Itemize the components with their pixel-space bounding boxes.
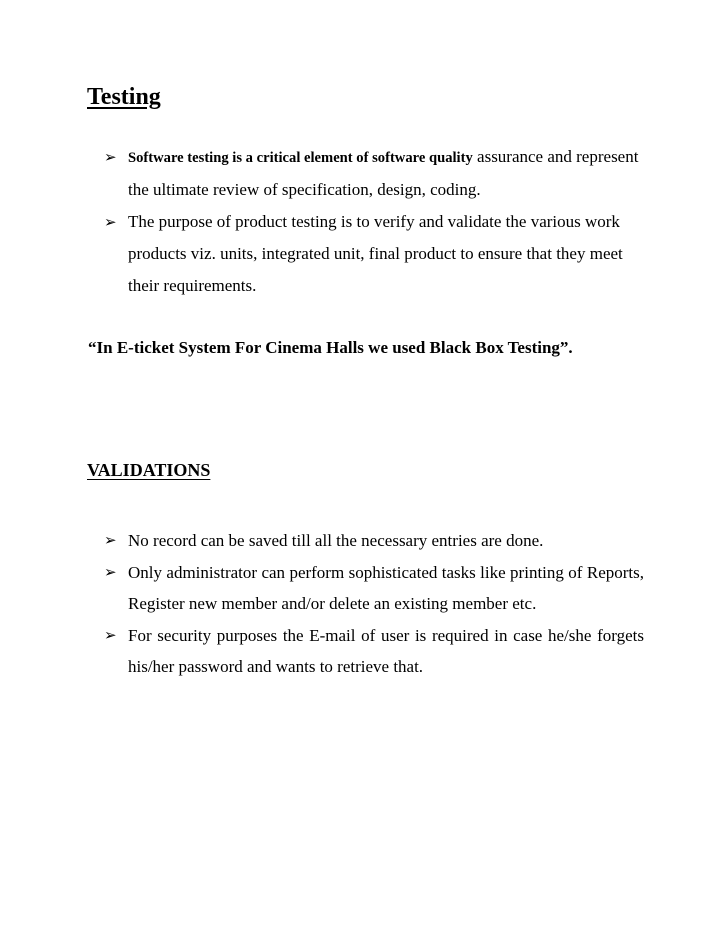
list-item bbox=[104, 557, 644, 620]
list-item bbox=[104, 620, 644, 683]
list-item bbox=[104, 141, 644, 206]
bullet-text: For security purposes the E-mail of user is required in case he/she forgets his/her password and wants to retrieve that. bbox=[128, 625, 644, 676]
arrow-bullet-icon: ➢ bbox=[104, 213, 117, 231]
black-box-quote: “In E-ticket System For Cinema Halls we used Black Box Testing”. bbox=[88, 338, 573, 357]
bullet-text: assurance and represent the ultimate review of specification, design, coding. bbox=[128, 147, 639, 199]
testing-heading: Testing bbox=[87, 84, 161, 110]
list-item bbox=[104, 206, 644, 302]
bullet-bold-lead: Software testing is a critical element of software quality bbox=[128, 150, 473, 166]
bullet-text: The purpose of product testing is to verify and validate the various work products viz. units, integrated unit, final product to ensure that they meet their requirements. bbox=[128, 212, 623, 295]
bullet-text: No record can be saved till all the necessary entries are done. bbox=[128, 531, 544, 550]
arrow-bullet-icon: ➢ bbox=[104, 562, 117, 581]
validations-heading: VALIDATIONS bbox=[87, 460, 211, 480]
arrow-bullet-icon: ➢ bbox=[104, 148, 117, 166]
testing-bullet-list bbox=[104, 141, 644, 302]
arrow-bullet-icon: ➢ bbox=[104, 531, 117, 549]
bullet-text: Only administrator can perform sophisticated tasks like printing of Reports, Register new member and/or delete an existing member etc. bbox=[128, 562, 644, 613]
validations-bullet-list bbox=[104, 525, 644, 683]
arrow-bullet-icon: ➢ bbox=[104, 625, 117, 644]
list-item bbox=[104, 525, 644, 557]
